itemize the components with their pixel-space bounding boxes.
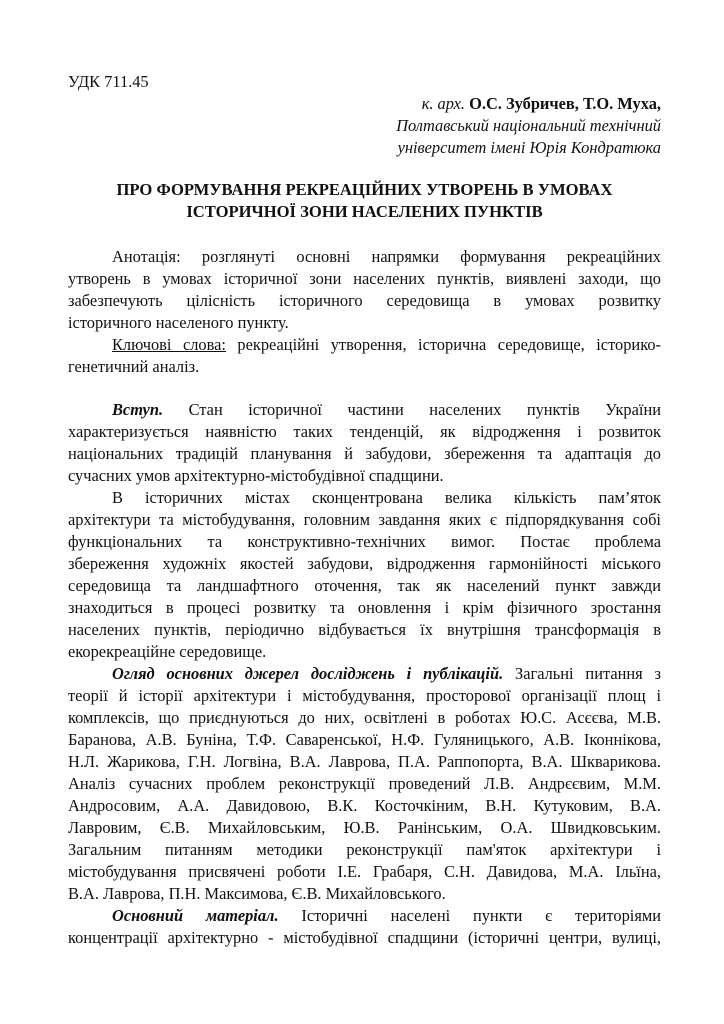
affiliation-line — [68, 137, 661, 159]
paragraph-line — [68, 927, 661, 949]
article-title — [68, 179, 661, 223]
paragraph-line — [68, 399, 661, 421]
udc-text: УДК 711.45 — [68, 72, 149, 91]
section-heading: Огляд основних джерел досліджень і публікацій. — [112, 664, 504, 683]
article-body — [68, 399, 661, 949]
paragraph-line — [68, 443, 661, 465]
paragraph-line — [68, 861, 661, 883]
line-text: Стан історичної частини населених пунктів України — [163, 400, 661, 419]
paragraph-line — [68, 290, 661, 312]
paragraph-line — [68, 356, 661, 378]
line-text: Загальним питанням методики реконструкції пам'яток архітектури і — [68, 840, 661, 859]
affiliation-text: університет імені Юрія Кондратюка — [397, 138, 661, 157]
paragraph-line — [68, 817, 661, 839]
line-text: Н.Л. Жарикова, Г.Н. Логвіна, В.А. Лаврова, П.А. Раппопорта, В.А. Шкварикова. — [68, 752, 661, 771]
paragraph-line — [68, 773, 661, 795]
line-text: історичного населеного пункту. — [68, 313, 289, 332]
affiliation-text: Полтавський національний технічний — [396, 116, 661, 135]
line-text: утворень в умовах історичної зони населених пунктів, виявлені заходи, що — [68, 269, 661, 288]
title-line: ПРО ФОРМУВАННЯ РЕКРЕАЦІЙНИХ УТВОРЕНЬ В УМОВАХ — [116, 180, 613, 199]
affiliation-line — [68, 115, 661, 137]
line-text: Анотація: розглянуті основні напрямки формування рекреаційних — [112, 247, 661, 266]
paragraph-line — [68, 246, 661, 268]
line-text: сучасних умов архітектурно-містобудівної спадщини. — [68, 466, 444, 485]
paragraph-line — [68, 839, 661, 861]
paragraph-line — [68, 729, 661, 751]
line-text: містобудування присвячені роботи І.Е. Грабаря, С.Н. Давидова, М.А. Ільїна, — [68, 862, 661, 881]
paragraph-line — [68, 619, 661, 641]
line-text: комплексів, що приєднуються до них, освітлені в роботах Ю.С. Асєєва, М.В. — [68, 708, 661, 727]
keywords-label: Ключові слова: — [112, 335, 226, 354]
line-text: Баранова, А.В. Буніна, Т.Ф. Саваренської, Н.Ф. Гуляницького, А.В. Іконнікова, — [68, 730, 661, 749]
line-text: забезпечують цілісність історичного середовища в умовах розвитку — [68, 291, 661, 310]
paragraph-line — [68, 553, 661, 575]
author-degree: к. арх. — [421, 94, 465, 113]
paragraph-line — [68, 509, 661, 531]
paragraph-line — [68, 641, 661, 663]
paragraph-line — [68, 334, 661, 356]
paragraph-line — [68, 685, 661, 707]
section-heading: Основний матеріал. — [112, 906, 279, 925]
line-text: населених пунктів, періодично відбувається їх внутрішня трансформація в — [68, 620, 661, 639]
title-line: ІСТОРИЧНОЇ ЗОНИ НАСЕЛЕНИХ ПУНКТІВ — [186, 202, 543, 221]
line-text: функціональних та конструктивно-технічних вимог. Постає проблема — [68, 532, 661, 551]
paragraph-line — [68, 905, 661, 927]
paragraph-line — [68, 597, 661, 619]
line-text: Історичні населені пункти є територіями — [278, 906, 661, 925]
line-text: екорекреаційне середовище. — [68, 642, 267, 661]
paragraph-line — [68, 795, 661, 817]
paragraph-line — [68, 421, 661, 443]
line-text: концентрації архітектурно - містобудівної спадщини (історичні центри, вулиці, — [68, 928, 661, 947]
paragraph-line — [68, 883, 661, 905]
authors-block — [68, 93, 661, 159]
line-text: Андросовим, А.А. Давидовою, В.К. Косточкіним, В.Н. Кутуковим, В.А. — [68, 796, 661, 815]
line-text: рекреаційні утворення, історична середовище, історико- — [225, 335, 661, 354]
paragraph-line — [68, 268, 661, 290]
paragraph-line — [68, 707, 661, 729]
paragraph-line — [68, 465, 661, 487]
paragraph-line — [68, 751, 661, 773]
line-text: Аналіз сучасних проблем реконструкції проведений Л.В. Андрєєвим, М.М. — [68, 774, 661, 793]
line-text: В.А. Лаврова, П.Н. Максимова, Є.В. Михайловського. — [68, 884, 446, 903]
paragraph-line — [68, 531, 661, 553]
line-text: архітектури та містобудування, головним завдання яких є підпорядкування собі — [68, 510, 661, 529]
paragraph-line — [68, 575, 661, 597]
abstract-section — [68, 246, 661, 378]
udc-code — [68, 71, 661, 93]
line-text: знаходиться в процесі розвитку та оновлення і крім фізичного зростання — [68, 598, 661, 617]
authors-line — [68, 93, 661, 115]
line-text: національних традицій планування й забудови, збереження та адаптація до — [68, 444, 661, 463]
line-text: характеризується наявністю таких тенденцій, як відродження і розвиток — [68, 422, 661, 441]
paragraph-line — [68, 312, 661, 334]
line-text: В історичних містах сконцентрована велика кількість пам’яток — [112, 488, 661, 507]
line-text: генетичний аналіз. — [68, 357, 200, 376]
line-text: середовища та ландшафтного оточення, так як населений пункт завжди — [68, 576, 661, 595]
paragraph-line — [68, 663, 661, 685]
paragraph-line — [68, 487, 661, 509]
author-names: О.С. Зубричев, Т.О. Муха, — [469, 94, 661, 113]
line-text: теорії й історії архітектури і містобудування, просторової організації площ і — [68, 686, 661, 705]
line-text: збереження художніх якостей забудови, відродження гармонійності міського — [68, 554, 661, 573]
line-text: Лавровим, Є.В. Михайловським, Ю.В. Ранінським, О.А. Швидковським. — [68, 818, 661, 837]
section-heading: Вступ. — [112, 400, 164, 419]
line-text: Загальні питання з — [503, 664, 661, 683]
